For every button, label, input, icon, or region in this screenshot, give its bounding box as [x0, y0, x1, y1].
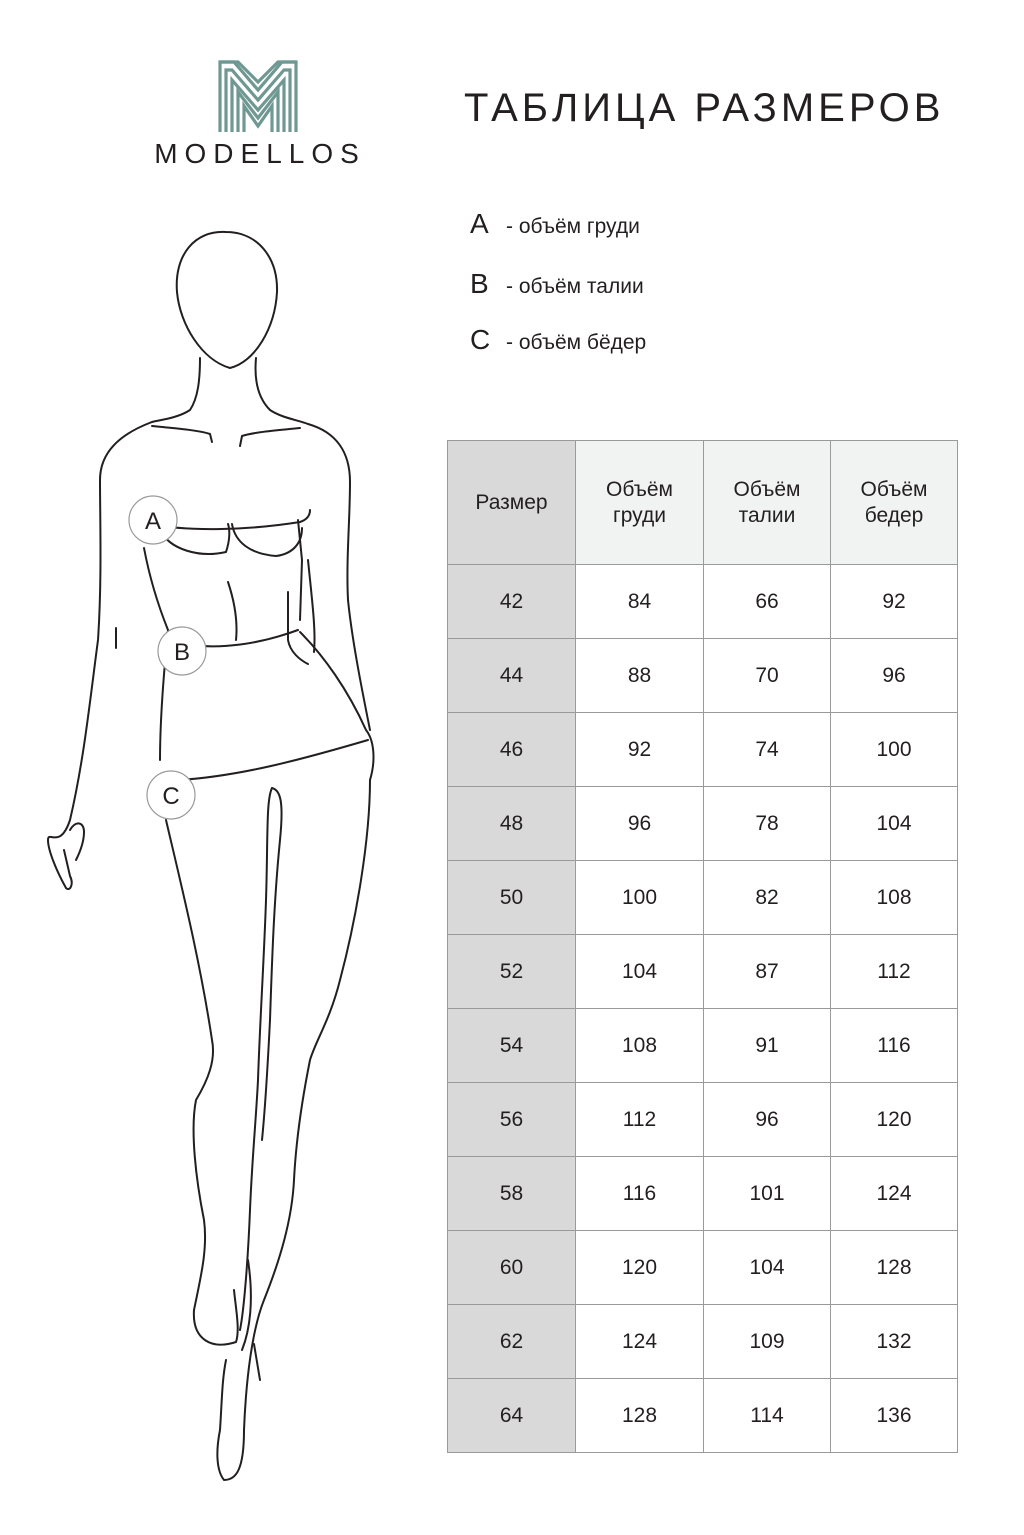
- marker-c: C: [162, 783, 180, 810]
- cell-bust: 88: [576, 639, 704, 713]
- header-size: Размер: [448, 441, 576, 565]
- cell-bust: 112: [576, 1083, 704, 1157]
- cell-waist: 66: [704, 565, 831, 639]
- cell-waist: 114: [704, 1379, 831, 1453]
- cell-waist: 101: [704, 1157, 831, 1231]
- cell-size: 54: [448, 1009, 576, 1083]
- table-header-row: [448, 441, 958, 565]
- cell-bust: 124: [576, 1305, 704, 1379]
- marker-b: B: [173, 639, 191, 666]
- cell-hips: 92: [831, 565, 958, 639]
- cell-size: 48: [448, 787, 576, 861]
- female-body-outline-icon: [40, 220, 400, 1490]
- cell-size: 60: [448, 1231, 576, 1305]
- table-row: [448, 639, 958, 713]
- legend-text: - объём талии: [506, 275, 644, 298]
- cell-size: 50: [448, 861, 576, 935]
- cell-size: 62: [448, 1305, 576, 1379]
- legend-letter: A: [470, 208, 489, 239]
- size-table: [447, 440, 958, 1453]
- table-row: [448, 1231, 958, 1305]
- brand-logo: [140, 56, 380, 176]
- header-waist: Объём талии: [704, 441, 831, 565]
- table-row: [448, 1009, 958, 1083]
- cell-hips: 120: [831, 1083, 958, 1157]
- legend-letter: B: [470, 268, 489, 299]
- cell-hips: 104: [831, 787, 958, 861]
- cell-bust: 116: [576, 1157, 704, 1231]
- cell-size: 56: [448, 1083, 576, 1157]
- cell-size: 44: [448, 639, 576, 713]
- modellos-m-logo-icon: [218, 60, 298, 134]
- cell-waist: 91: [704, 1009, 831, 1083]
- brand-name: MODELLOS: [154, 138, 366, 169]
- cell-bust: 120: [576, 1231, 704, 1305]
- cell-hips: 124: [831, 1157, 958, 1231]
- table-row: [448, 1379, 958, 1453]
- cell-waist: 70: [704, 639, 831, 713]
- cell-hips: 112: [831, 935, 958, 1009]
- legend-letter: C: [470, 324, 491, 355]
- cell-waist: 78: [704, 787, 831, 861]
- cell-hips: 128: [831, 1231, 958, 1305]
- cell-hips: 96: [831, 639, 958, 713]
- table-row: [448, 787, 958, 861]
- cell-bust: 104: [576, 935, 704, 1009]
- cell-waist: 104: [704, 1231, 831, 1305]
- cell-size: 58: [448, 1157, 576, 1231]
- legend-text: - объём бёдер: [506, 331, 647, 354]
- cell-waist: 96: [704, 1083, 831, 1157]
- legend-item-bust: [470, 208, 640, 240]
- cell-bust: 128: [576, 1379, 704, 1453]
- cell-hips: 136: [831, 1379, 958, 1453]
- cell-bust: 96: [576, 787, 704, 861]
- table-row: [448, 1305, 958, 1379]
- cell-size: 42: [448, 565, 576, 639]
- table-row: [448, 935, 958, 1009]
- table-row: [448, 1083, 958, 1157]
- cell-waist: 74: [704, 713, 831, 787]
- cell-bust: 100: [576, 861, 704, 935]
- legend-text: - объём груди: [506, 215, 640, 238]
- marker-a: A: [144, 508, 162, 535]
- cell-waist: 82: [704, 861, 831, 935]
- page-title: ТАБЛИЦА РАЗМЕРОВ: [464, 86, 945, 130]
- cell-hips: 116: [831, 1009, 958, 1083]
- cell-bust: 92: [576, 713, 704, 787]
- cell-waist: 109: [704, 1305, 831, 1379]
- cell-size: 52: [448, 935, 576, 1009]
- cell-waist: 87: [704, 935, 831, 1009]
- header-hips: Объём бедер: [831, 441, 958, 565]
- cell-bust: 84: [576, 565, 704, 639]
- table-row: [448, 565, 958, 639]
- legend-item-hips: [470, 324, 646, 356]
- table-row: [448, 861, 958, 935]
- cell-hips: 132: [831, 1305, 958, 1379]
- cell-hips: 100: [831, 713, 958, 787]
- table-row: [448, 1157, 958, 1231]
- cell-bust: 108: [576, 1009, 704, 1083]
- legend-item-waist: [470, 268, 644, 300]
- cell-size: 46: [448, 713, 576, 787]
- cell-hips: 108: [831, 861, 958, 935]
- table-row: [448, 713, 958, 787]
- cell-size: 64: [448, 1379, 576, 1453]
- header-bust: Объём груди: [576, 441, 704, 565]
